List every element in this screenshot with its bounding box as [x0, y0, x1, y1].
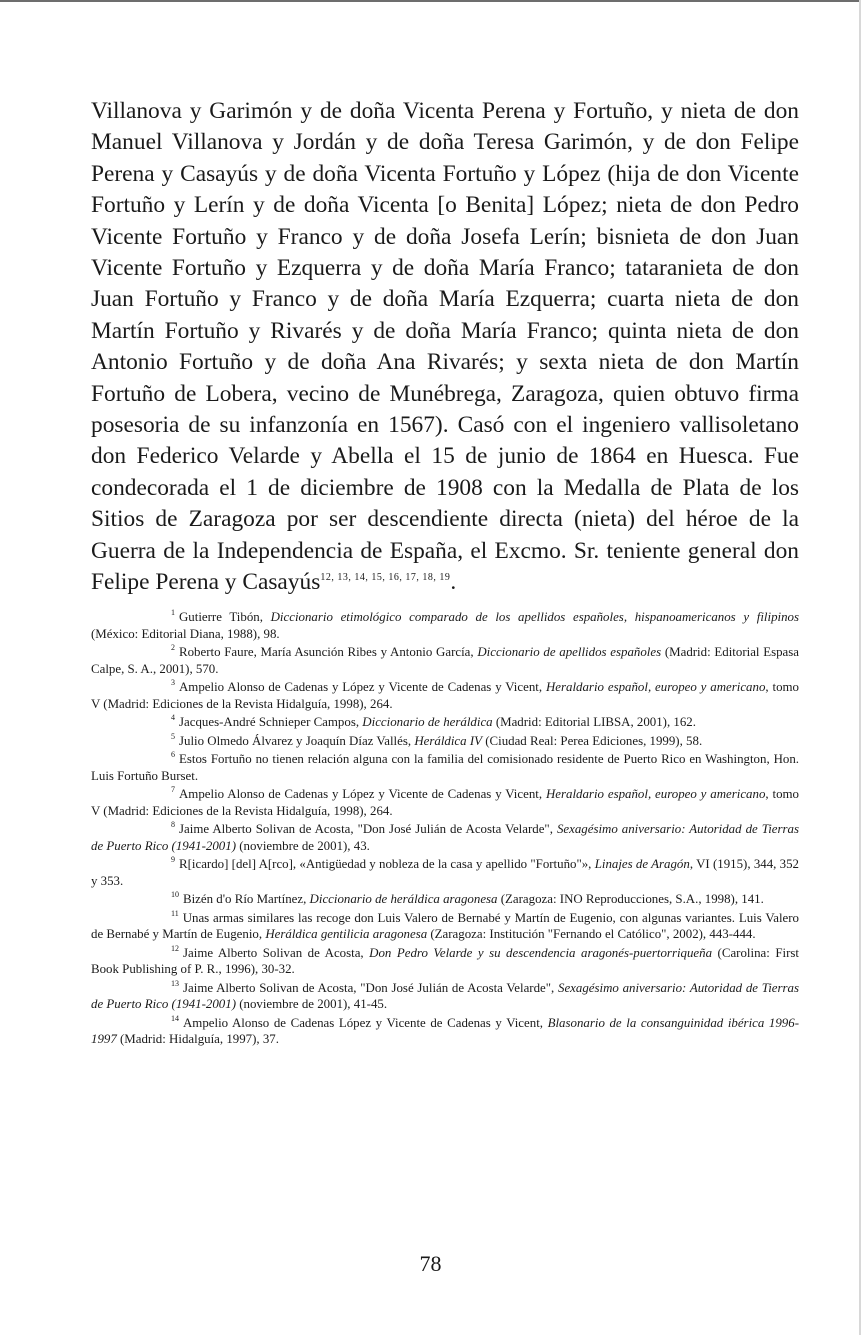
footnote	[91, 910, 799, 943]
body-end: .	[450, 569, 457, 596]
footnote-title: Sexagésimo aniversario: Autoridad de Tierras de Puerto Rico (1941-2001)	[91, 980, 799, 1011]
footnote	[91, 714, 799, 731]
footnote-title: Diccionario de heráldica	[362, 715, 493, 729]
footnote-text: Unas armas similares las recoge don Luis Valero de Bernabé y Martín de Eugenio, con algunas variantes. Luis Valero de Bernabé y Martín de Eugenio,	[91, 910, 799, 941]
footnote-references: 12, 13, 14, 15, 16, 17, 18, 19	[320, 572, 451, 584]
page-number: 78	[419, 1251, 442, 1276]
footnote-title: Heraldario español, europeo y americano	[545, 680, 766, 694]
footnote-number: 8	[171, 820, 175, 829]
footnote-text: Jaime Alberto Solivan de Acosta, "Don José Julián de Acosta Velarde",	[179, 822, 557, 836]
footnotes-section	[91, 609, 799, 1050]
footnote-title: Diccionario de heráldica aragonesa	[309, 892, 498, 906]
footnote	[91, 609, 799, 642]
footnote-number: 7	[171, 785, 175, 794]
footnote-text: Ampelio Alonso de Cadenas López y Vicente de Cadenas y Vicent,	[183, 1015, 548, 1030]
footnote-title: Don Pedro Velarde y su descendencia aragonés-puertorriqueña	[369, 945, 713, 960]
footnote-text: Julio Olmedo Álvarez y Joaquín Díaz Vallés,	[179, 733, 415, 748]
footnote-title: Diccionario etimológico comparado de los apellidos españoles, hispanoamericanos y filipinos	[270, 610, 800, 624]
top-scan-rule	[0, 0, 861, 2]
footnote-text: Ampelio Alonso de Cadenas y López y Vicente de Cadenas y Vicent,	[179, 787, 546, 801]
footnote-text: R[icardo] [del] A[rco], «Antigüedad y nobleza de la casa y apellido "Fortuño"»,	[179, 857, 595, 871]
footnote	[91, 945, 799, 978]
footnote	[91, 751, 799, 784]
footnote	[91, 679, 799, 712]
footnote-title: Sexagésimo aniversario: Autoridad de Tierras de Puerto Rico (1941-2001)	[91, 822, 799, 853]
footnote-title: Heráldica gentilicia aragonesa	[265, 927, 428, 941]
footnote-text: Bizén d'o Río Martínez,	[183, 892, 310, 906]
footnote-title: Heraldario español, europeo y americano	[545, 787, 766, 801]
footnote-text: Jaime Alberto Solivan de Acosta, "Don José Julián de Acosta Velarde",	[183, 980, 558, 995]
footnote-title: Heráldica IV	[414, 733, 482, 748]
footnote	[91, 891, 799, 908]
footnote-text: Gutierre Tibón,	[179, 610, 271, 624]
footnote-number: 9	[171, 855, 175, 864]
footnote-title: Diccionario de apellidos españoles	[477, 645, 662, 659]
footnote-text-end: (Madrid: Editorial Espasa Calpe, S. A., 2001), 570.	[91, 645, 800, 676]
footnote-text: Estos Fortuño no tienen relación alguna con la familia del comisionado residente de Puerto Rico en Washington, Hon. Luis Fortuño Burset.	[91, 752, 799, 783]
footnote-text-end: (México: Editorial Diana, 1988), 98.	[91, 626, 280, 641]
footnote	[91, 1015, 799, 1048]
footnote	[91, 821, 799, 854]
footnote-number: 13	[171, 978, 179, 988]
footnote-number: 12	[171, 943, 179, 953]
footnote-text: Jaime Alberto Solivan de Acosta,	[183, 945, 370, 960]
footnote-text-end: (Madrid: Editorial LIBSA, 2001), 162.	[492, 715, 696, 729]
footnote-number: 3	[171, 678, 175, 687]
footnote-text-end: (Ciudad Real: Perea Ediciones, 1999), 58.	[482, 733, 703, 748]
footnote-text-end: (Zaragoza: Institución "Fernando el Católico", 2002), 443-444.	[427, 927, 756, 941]
footnote-title: Linajes de Aragón	[594, 857, 690, 871]
footnote-text-end: (noviembre de 2001), 43.	[235, 838, 370, 853]
footnote-number: 11	[171, 908, 179, 918]
footnote-text-end: , tomo V (Madrid: Ediciones de la Revista Hidalguía, 1998), 264.	[91, 787, 799, 818]
footnote-text: Jacques-André Schnieper Campos,	[179, 715, 363, 729]
footnote	[91, 733, 799, 750]
footnote-text-end: (Carolina: First Book Publishing of P. R., 1996), 30-32.	[91, 945, 799, 976]
footnote-number: 4	[171, 713, 175, 722]
footnote	[91, 644, 799, 677]
footnote-text: Ampelio Alonso de Cadenas y López y Vicente de Cadenas y Vicent,	[179, 680, 546, 694]
footnote-title: Blasonario de la consanguinidad ibérica 1996-1997	[91, 1015, 799, 1046]
footnote	[91, 980, 799, 1013]
footnote-number: 6	[171, 750, 175, 759]
footnote-number: 2	[171, 643, 175, 652]
footnote	[91, 856, 799, 889]
body-text: Villanova y Garimón y de doña Vicenta Perena y Fortuño, y nieta de don Manuel Villanova y Jordán y de doña Teresa Garimón, y de don Felipe Perena y Casayús y de doña Vicenta Fortuño y López (hija de don Vicente Fortuño y Lerín y de doña Vicenta [o Benita] López; nieta de don Pedro Vicente Fortuño y Franco y de doña Josefa Lerín; bisnieta de don Juan Vicente Fortuño y Ezquerra y de doña María Franco; tataranieta de don Juan Fortuño y Franco y de doña María Ezquerra; cuarta nieta de don Martín Fortuño y Rivarés y de doña María Franco; quinta nieta de don Antonio Fortuño y de doña Ana Rivarés; y sexta nieta de don Martín Fortuño de Lobera, vecino de Munébrega, Zaragoza, quien obtuvo firma posesoria de su infanzonía en 1567). Casó con el ingeniero vallisoletano don Federico Velarde y Abella el 15 de junio de 1864 en Huesca. Fue condecorada el 1 de diciembre de 1908 con la Medalla de Plata de los Sitios de Zaragoza por ser descendiente directa (nieta) del héroe de la Guerra de la Independencia de España, el Excmo. Sr. teniente general don Felipe Perena y Casayús	[91, 98, 799, 596]
footnote-text: Roberto Faure, María Asunción Ribes y Antonio García,	[179, 645, 478, 659]
footnote	[91, 786, 799, 819]
body-paragraph	[91, 96, 799, 599]
footnote-text-end: (Zaragoza: INO Reproducciones, S.A., 1998), 141.	[497, 892, 764, 906]
footnote-number: 1	[171, 608, 175, 617]
footnote-text-end: , tomo V (Madrid: Ediciones de la Revista Hidalguía, 1998), 264.	[91, 680, 799, 711]
footnote-number: 10	[171, 890, 179, 899]
footnote-text-end: , VI (1915), 344, 352 y 353.	[91, 857, 800, 888]
footnote-text-end: (Madrid: Hidalguía, 1997), 37.	[116, 1032, 279, 1046]
footnote-number: 5	[171, 731, 175, 741]
footnote-text-end: (noviembre de 2001), 41-45.	[235, 997, 388, 1011]
footnote-number: 14	[171, 1013, 179, 1023]
